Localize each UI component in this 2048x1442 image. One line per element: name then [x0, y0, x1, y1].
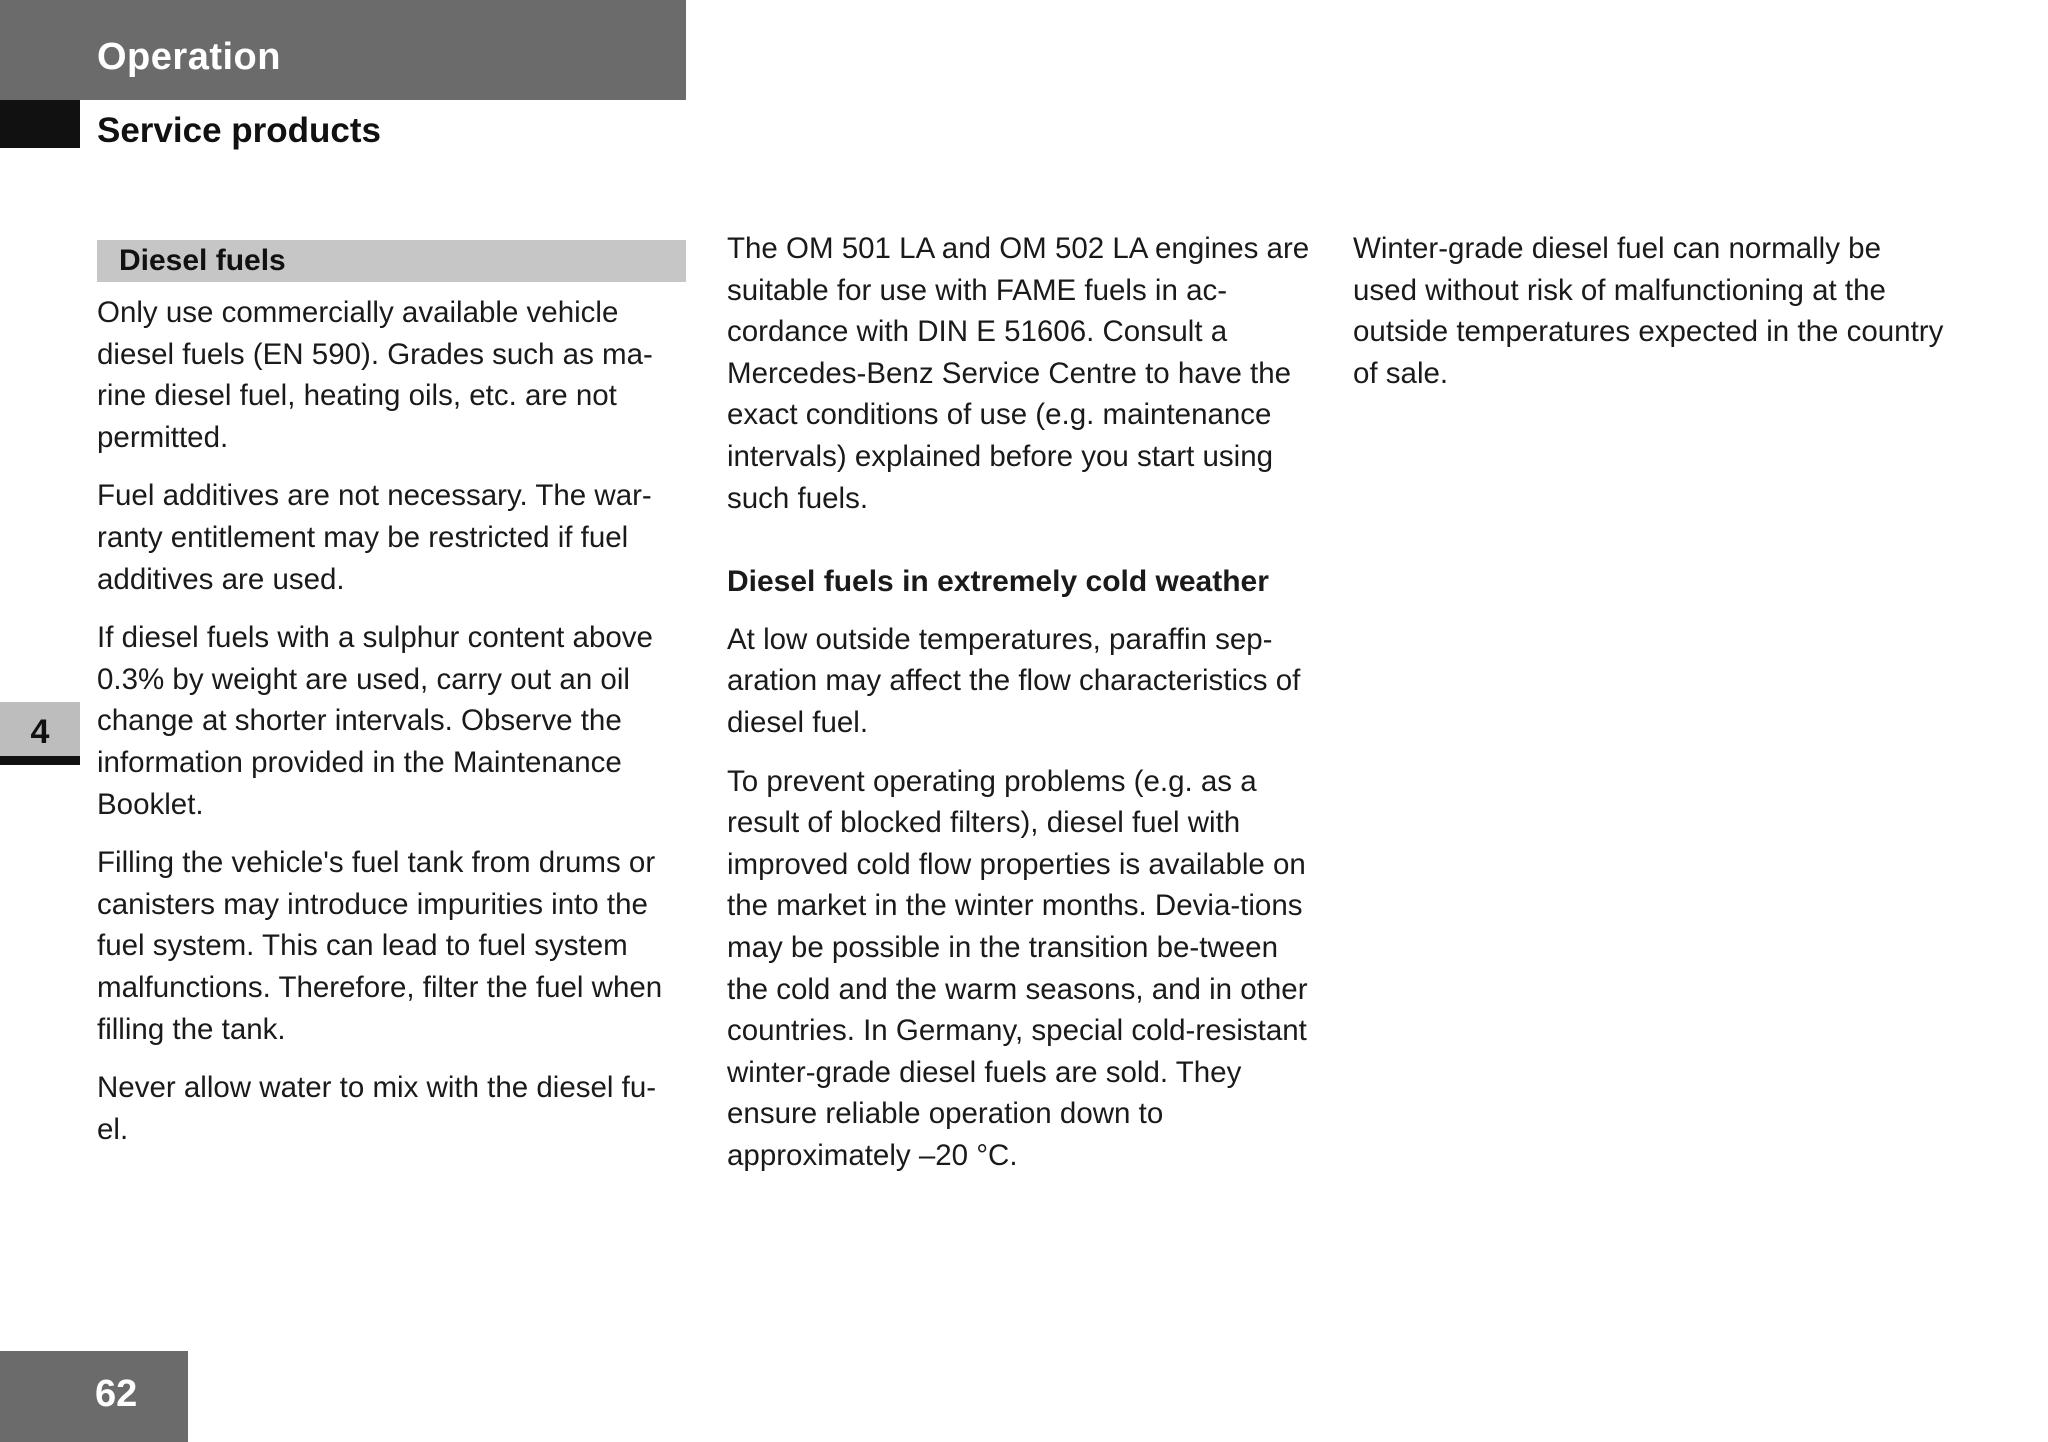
chapter-title: Operation [97, 36, 281, 78]
paragraph: Only use commercially available vehicle diesel fuels (EN 590). Grades such as ma-rine diesel fuel, heating oils, etc. are not permitted. [97, 296, 653, 454]
page-number-box [0, 1351, 188, 1442]
chapter-tab: 4 [0, 702, 80, 762]
paragraph: At low outside temperatures, paraffin sep-aration may affect the flow characteristics of diesel fuel. [727, 622, 1301, 739]
chapter-tab-underline [0, 756, 80, 765]
paragraph: Filling the vehicle's fuel tank from drums or canisters may introduce impurities into the fuel system. This can lead to fuel system malfunctions. Therefore, filter the fuel when filling the tank. [97, 846, 663, 1046]
page-number: 62 [95, 1373, 138, 1415]
paragraph: Fuel additives are not necessary. The war-ranty entitlement may be restricted if fuel additives are used. [97, 479, 652, 596]
text-column-1 [97, 228, 687, 1167]
paragraph: Never allow water to mix with the diesel fu-el. [97, 1071, 657, 1146]
section-title: Service products [97, 111, 381, 150]
text-column-3 [1353, 228, 1953, 411]
text-column-2 [727, 228, 1317, 1193]
paragraph: If diesel fuels with a sulphur content above 0.3% by weight are used, carry out an oil change at shorter intervals. Observe the information provided in the Maintenance Booklet. [97, 621, 653, 821]
chapter-header-band [0, 0, 686, 100]
heading-cold-weather: Diesel fuels in extremely cold weather [727, 565, 1269, 599]
subheading-diesel-fuels: Diesel fuels [97, 240, 686, 282]
paragraph: Winter-grade diesel fuel can normally be used without risk of malfunctioning at the outside temperatures expected in the country of sale. [1353, 232, 1944, 390]
paragraph: To prevent operating problems (e.g. as a result of blocked filters), diesel fuel with improved cold flow properties is available on the market in the winter months. Devia-tions may be possible in the transition be-tween the cold and the warm seasons, and in other countries. In Germany, special cold-resistant winter-grade diesel fuels are sold. They ensure reliable operation down to approximately –20 °C. [727, 764, 1308, 1172]
paragraph: The OM 501 LA and OM 502 LA engines are suitable for use with FAME fuels in ac-cordance with DIN E 51606. Consult a Mercedes-Benz Service Centre to have the exact conditions of use (e.g. maintenance intervals) explained before you start using such fuels. [727, 232, 1310, 515]
section-marker-block [0, 100, 80, 148]
